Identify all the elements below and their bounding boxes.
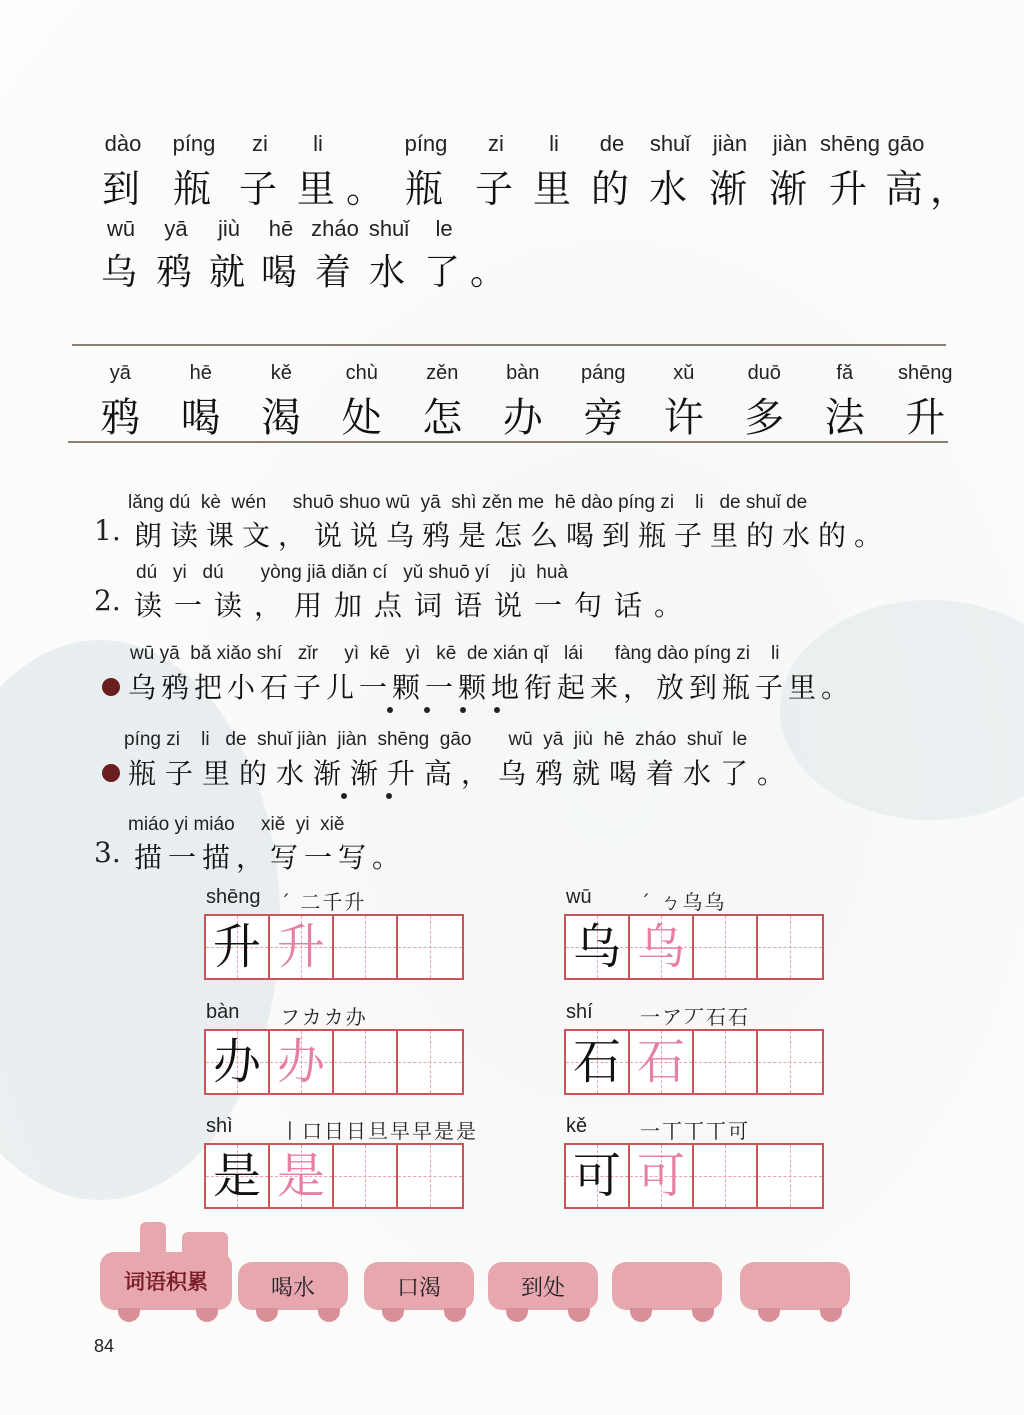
exercise2-text: 读一读，用加点词语说一句话。: [134, 589, 695, 622]
passage-pinyin: li: [313, 131, 323, 156]
train-wheel: [820, 1308, 842, 1322]
model-character: 石: [572, 1034, 621, 1090]
passage-pinyin: hē: [268, 216, 294, 241]
passage-pinyin: shuǐ: [649, 131, 691, 156]
passage-char: 高: [884, 167, 923, 211]
train-car: 喝水: [238, 1262, 348, 1310]
passage-pinyin: píng: [172, 131, 216, 156]
writing-pinyin: shēng: [206, 886, 261, 908]
train-wheel: [630, 1308, 652, 1322]
passage-pinyin: yā: [164, 216, 188, 241]
tianzige-grid: [204, 914, 464, 980]
exercise1-number: 1.: [94, 514, 121, 547]
train-engine: 词语积累: [100, 1252, 232, 1310]
passage-char: 升: [828, 167, 867, 211]
grid-cell: [206, 1145, 270, 1207]
blank-writing-cell[interactable]: [694, 1145, 758, 1207]
exercise2-pinyin: dú yi dú yòng jiā diǎn cí yǔ shuō yí jù huà: [136, 562, 568, 583]
vocab-char: 怎: [422, 395, 463, 441]
passage-char: 着: [314, 252, 351, 293]
vocab-pinyin: hē: [189, 362, 212, 384]
train-wheel: [382, 1308, 404, 1322]
passage-char: 的: [590, 167, 629, 211]
passage-char: 里: [296, 167, 335, 211]
train-car: [612, 1262, 722, 1310]
passage-char: 。: [470, 252, 507, 293]
train-wheel: [256, 1308, 278, 1322]
blank-writing-cell[interactable]: [334, 1145, 398, 1207]
passage-char: 。: [346, 167, 385, 211]
model-character: 办: [212, 1034, 261, 1090]
vocab-pinyin: chù: [345, 362, 378, 384]
tianzige-grid: [564, 1143, 824, 1209]
emphasis-dot: [460, 707, 466, 713]
passage-char: 了: [423, 252, 460, 293]
vocab-pinyin: [80, 362, 966, 385]
bullet-icon: [102, 678, 120, 696]
writing-pinyin: bàn: [206, 1001, 240, 1023]
passage-line1-pinyin: [90, 131, 932, 157]
trace-character: 办: [276, 1034, 325, 1090]
passage-line2-text: [92, 244, 507, 295]
passage-char: 渐: [768, 167, 807, 211]
passage-pinyin: jiù: [217, 216, 240, 241]
passage-char: 鸦: [155, 252, 192, 293]
vocab-char: 法: [824, 395, 865, 441]
train-wheel: [318, 1308, 340, 1322]
stroke-order: ˊ ㄅ乌乌: [640, 890, 727, 914]
train-wheel: [506, 1308, 528, 1322]
vocab-char: 升: [905, 395, 946, 441]
blank-writing-cell[interactable]: [758, 1145, 822, 1207]
passage-pinyin: de: [599, 131, 625, 156]
grid-cell: [270, 1145, 334, 1207]
vocab-char: 处: [341, 395, 382, 441]
stroke-order: 一丅丅丅可: [640, 1119, 750, 1143]
grid-cell: [566, 916, 630, 978]
emphasis-dot: [424, 707, 430, 713]
vocab-bottom-rule: [68, 441, 948, 443]
passage-char: 喝: [260, 252, 297, 293]
train-chimney: [140, 1222, 166, 1252]
emphasis-dot: [387, 707, 393, 713]
stroke-order: ˊ 二千升: [280, 890, 367, 914]
page-number: 84: [94, 1336, 115, 1356]
grid-cell: [270, 1031, 334, 1093]
passage-char: 乌: [100, 252, 137, 293]
passage-pinyin: le: [435, 216, 453, 241]
tianzige-grid: [204, 1029, 464, 1095]
vocab-char: 喝: [180, 395, 221, 441]
sentence1-text: 乌鸦把小石子儿一颗一颗地衔起来，放到瓶子里。: [128, 671, 855, 704]
grid-cell: [566, 1145, 630, 1207]
vocab-pinyin: kě: [270, 362, 292, 384]
blank-writing-cell[interactable]: [758, 916, 822, 978]
passage-pinyin: jiàn: [772, 131, 808, 156]
trace-character: 乌: [636, 919, 685, 975]
vocab-characters: [80, 386, 966, 443]
passage-char: 里: [532, 167, 571, 211]
blank-writing-cell[interactable]: [758, 1031, 822, 1093]
train-wheel: [118, 1308, 140, 1322]
model-character: 可: [572, 1148, 621, 1204]
blank-writing-cell[interactable]: [398, 1031, 462, 1093]
blank-writing-cell[interactable]: [398, 1145, 462, 1207]
exercise3-number: 3.: [94, 836, 121, 869]
passage-pinyin: píng: [404, 131, 448, 156]
grid-cell: [206, 916, 270, 978]
stroke-order: フカカ办: [280, 1005, 368, 1029]
stroke-order: 一ア丆石石: [640, 1005, 750, 1029]
emphasis-dot: [494, 707, 500, 713]
exercise2-number: 2.: [94, 584, 121, 617]
train-wheel: [758, 1308, 780, 1322]
emphasis-dot: [386, 793, 392, 799]
passage-pinyin: zi: [488, 131, 504, 156]
passage-pinyin: gāo: [887, 131, 925, 156]
vocab-top-rule: [72, 344, 946, 346]
sentence2-pinyin: píng zi li de shuǐ jiàn jiàn shēng gāo wū yā jiù hē zháo shuǐ le: [124, 729, 748, 750]
vocab-char: 旁: [583, 395, 624, 441]
passage-char: 水: [368, 252, 405, 293]
blank-writing-cell[interactable]: [334, 1031, 398, 1093]
writing-pinyin: shí: [566, 1001, 593, 1023]
sentence2-text: 瓶子里的水渐渐升高，乌鸦就喝着水了。: [128, 757, 795, 790]
passage-pinyin: wū: [106, 216, 136, 241]
model-character: 是: [212, 1148, 261, 1204]
vocab-char: 鸦: [100, 395, 141, 441]
vocab-pinyin: páng: [581, 362, 626, 384]
exercise3-pinyin: miáo yi miáo xiě yi xiě: [128, 814, 345, 835]
passage-char: 子: [238, 167, 277, 211]
passage-line2-pinyin: [94, 216, 472, 242]
passage-pinyin: dào: [104, 131, 142, 156]
trace-character: 石: [636, 1034, 685, 1090]
vocab-pinyin: duō: [747, 362, 781, 384]
grid-cell: [630, 1145, 694, 1207]
passage-pinyin: zi: [252, 131, 268, 156]
vocab-char: 渴: [261, 395, 302, 441]
vocab-pinyin: yā: [109, 362, 131, 384]
vocab-pinyin: bàn: [506, 362, 540, 384]
passage-char: ，: [930, 167, 969, 211]
passage-char: 渐: [708, 167, 747, 211]
train-wheel: [692, 1308, 714, 1322]
passage-line1-text: [88, 158, 969, 213]
grid-cell: [206, 1031, 270, 1093]
blank-writing-cell[interactable]: [694, 1031, 758, 1093]
vocab-pinyin: shēng: [898, 362, 953, 384]
exercise1-pinyin: lǎng dú kè wén shuō shuo wū yā shì zěn me hē dào píng zi li de shuǐ de: [128, 492, 808, 513]
train-car: [740, 1262, 850, 1310]
model-character: 升: [212, 919, 261, 975]
train-wheel: [568, 1308, 590, 1322]
vocab-pinyin: zěn: [426, 362, 459, 384]
passage-char: 瓶: [172, 167, 211, 211]
trace-character: 是: [276, 1148, 325, 1204]
passage-pinyin: shuǐ: [368, 216, 410, 241]
emphasis-dot: [341, 793, 347, 799]
writing-pinyin: shì: [206, 1115, 233, 1137]
grid-cell: [630, 916, 694, 978]
passage-pinyin: shēng: [820, 131, 880, 156]
sentence1-pinyin: wū yā bǎ xiǎo shí zǐr yì kē yì kē de xián qǐ lái fàng dào píng zi li: [130, 643, 780, 664]
train-car: 口渴: [364, 1262, 474, 1310]
tianzige-grid: [204, 1143, 464, 1209]
passage-char: 就: [208, 252, 245, 293]
grid-cell: [566, 1031, 630, 1093]
vocab-char: 多: [744, 395, 785, 441]
train-car: 到处: [488, 1262, 598, 1310]
passage-char: 子: [474, 167, 513, 211]
vocab-pinyin: xǔ: [673, 362, 695, 384]
tianzige-grid: [564, 1029, 824, 1095]
model-character: 乌: [572, 919, 621, 975]
vocab-pinyin: fǎ: [836, 362, 854, 384]
blank-writing-cell[interactable]: [398, 916, 462, 978]
grid-cell: [630, 1031, 694, 1093]
blank-writing-cell[interactable]: [694, 916, 758, 978]
stroke-order: 丨口日日旦早早是是: [280, 1119, 478, 1143]
train-wheel: [196, 1308, 218, 1322]
passage-char: 水: [648, 167, 687, 211]
passage-char: 瓶: [404, 167, 443, 211]
tianzige-grid: [564, 914, 824, 980]
trace-character: 可: [636, 1148, 685, 1204]
exercise1-text: 朗读课文，说说乌鸦是怎么喝到瓶子里的水的。: [134, 519, 891, 552]
background-cloud: [780, 600, 1024, 820]
vocab-char: 许: [663, 395, 704, 441]
bullet-icon: [102, 764, 120, 782]
passage-char: 到: [101, 167, 140, 211]
passage-pinyin: zháo: [311, 216, 359, 241]
grid-cell: [270, 916, 334, 978]
passage-pinyin: jiàn: [712, 131, 748, 156]
blank-writing-cell[interactable]: [334, 916, 398, 978]
train-wheel: [444, 1308, 466, 1322]
trace-character: 升: [276, 919, 325, 975]
vocab-char: 办: [502, 395, 543, 441]
passage-pinyin: li: [549, 131, 559, 156]
writing-pinyin: kě: [566, 1115, 588, 1137]
writing-pinyin: wū: [566, 886, 592, 908]
exercise3-text: 描一描，写一写。: [134, 841, 407, 874]
